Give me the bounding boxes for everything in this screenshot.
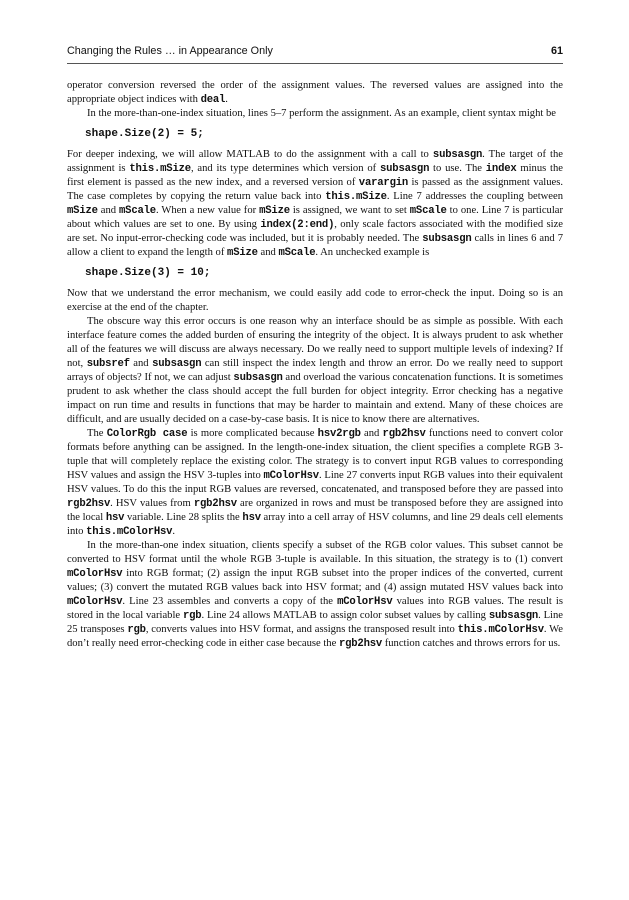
text-run: . (172, 526, 175, 537)
inline-code: index (485, 163, 517, 175)
text-run: array into a cell array of HSV columns, and line 29 deals cell elements into (67, 512, 564, 537)
inline-code: mColorHsv (67, 568, 123, 580)
inline-code: this.mColorHsv (457, 624, 544, 636)
inline-code: deal (200, 94, 226, 106)
inline-code: mColorHsv (337, 596, 393, 608)
text-run: to one. Line 7 is particular about which values are set to one. By using (67, 205, 564, 230)
inline-code: subsasgn (432, 149, 483, 161)
inline-code: rgb2hsv (338, 638, 383, 650)
text-run: , and its type determines which version of (190, 163, 380, 174)
text-run: and (257, 247, 279, 258)
inline-code: this.mSize (325, 191, 387, 203)
chapter-title: Changing the Rules … in Appearance Only (67, 45, 273, 57)
inline-code: mScale (409, 205, 447, 217)
inline-code: rgb (182, 610, 202, 622)
text-run: into RGB format; (2) assign the input RGB subset into the proper indices of the converted, current values; (3) convert the mutated RGB values back into HSV format; and (4) assign mutated HSV values back into (67, 568, 563, 593)
inline-code: mSize (259, 205, 290, 217)
inline-code: mColorHsv (67, 596, 123, 608)
inline-code: varargin (358, 177, 409, 189)
page-number: 61 (550, 45, 563, 57)
text-run: . The target of the assignment is (67, 149, 564, 174)
text-run: is more complicated because (187, 428, 318, 439)
text-run: . Line 24 allows MATLAB to assign color subset values by calling (201, 610, 489, 621)
running-header (67, 45, 563, 59)
inline-code: index(2:end) (260, 219, 335, 231)
text-run: In the more-than-one-index situation, lines 5–7 perform the assignment. As an example, client syntax might be (87, 108, 556, 119)
text-run: , only scale factors associated with the modified size are set. No input-error-checking code was included, but it is probably needed. The (67, 219, 564, 244)
text-run: In the more-than-one index situation, clients specify a subset of the RGB color values. This subset cannot be converted to HSV format until the whole RGB 3-tuple is available. In this situation, the strategy is to (1) convert (67, 540, 563, 565)
text-run: . (225, 94, 228, 105)
paragraph (67, 315, 563, 427)
text-run: , converts values into HSV format, and assigns the transposed result into (145, 624, 458, 635)
inline-code: subsasgn (422, 233, 472, 245)
text-run: operator conversion reversed the order of the assignment values. The reversed values are assigned into the appropriate object indices with (67, 80, 563, 105)
text-run: . Line 27 converts input RGB values into their equivalent HSV values. To do this the input RGB values are reversed, concatenated, and transposed before they are passed into (67, 470, 563, 495)
paragraph (67, 539, 563, 651)
header-rule (67, 63, 563, 64)
text-run: and (97, 205, 120, 216)
text-run: Now that we understand the error mechanism, we could easily add code to error-check the input. Doing so is an exercise at the end of the chapter. (67, 288, 563, 313)
text-run: can still inspect the index length and throw an error. Do we really need to support arrays of objects? If not, we can adjust (67, 358, 563, 383)
paragraph (67, 427, 563, 539)
code-example: shape.Size(3) = 10; (85, 267, 211, 279)
text-run: . An unchecked example is (315, 247, 430, 258)
text-run: calls in lines 6 and 7 allow a client to expand the length of (67, 233, 563, 258)
inline-code: mSize (67, 205, 98, 217)
text-run: minus the first element is passed as the new index, and a reversed version of (67, 163, 564, 188)
text-run: and overload the various concatenation functions. It is sometimes prudent to ask whether the class should accept the full burden for object integrity. Error checking has a negative impact on run time and results in functions that may be harder to maintain and extend. Many of these choices are difficult, and are usually decided on a case-by-case basis. It is nice to know there are alternatives. (67, 372, 563, 425)
text-run: . Line 25 transposes (67, 610, 563, 635)
inline-code: subsasgn (379, 163, 430, 175)
inline-code: rgb2hsv (193, 498, 237, 510)
inline-code: ColorRgb case (106, 428, 188, 440)
inline-code: mSize (227, 247, 258, 259)
text-run: is passed as the assignment values. The case completes by copying the return value back into (67, 177, 563, 202)
text-run: . We don’t really need error-checking code in either case because the (67, 624, 563, 649)
inline-code: mColorHsv (263, 470, 319, 482)
body-text (67, 79, 563, 651)
paragraph (67, 287, 563, 315)
inline-code: hsv (105, 512, 125, 524)
text-run: For deeper indexing, we will allow MATLAB to do the assignment with a call to (67, 149, 433, 160)
inline-code: this.mColorHsv (86, 526, 173, 538)
text-run: The (87, 428, 107, 439)
inline-code: subsasgn (233, 372, 283, 384)
inline-code: mScale (119, 205, 156, 217)
text-run: . Line 7 addresses the coupling between (386, 191, 563, 202)
text-run: values into RGB values. The result is stored in the local variable (67, 596, 563, 621)
inline-code: hsv (242, 512, 261, 524)
text-run: and (129, 358, 153, 369)
paragraph (67, 79, 563, 107)
inline-code: subsasgn (152, 358, 202, 370)
text-run: functions need to convert color formats before anything can be assigned. In the length-one-index situation, the client specifies a complete RGB 3-tuple that will completely replace the existing color. The strategy is to convert input RGB values to corresponding HSV values and assign the HSV 3-tuples into (67, 428, 564, 481)
text-run: variable. Line 28 splits the (124, 512, 243, 523)
paragraph (67, 148, 563, 260)
inline-code: rgb2hsv (67, 498, 111, 510)
inline-code: hsv2rgb (317, 428, 361, 440)
inline-code: rgb2hsv (382, 428, 426, 440)
text-run: . When a new value for (155, 205, 260, 216)
inline-code: subsasgn (488, 610, 539, 622)
code-example: shape.Size(2) = 5; (85, 128, 204, 140)
inline-code: rgb (127, 624, 146, 636)
text-run: is assigned, we want to set (289, 205, 410, 216)
text-run: and (360, 428, 383, 439)
inline-code: subsref (86, 358, 130, 370)
text-run: . HSV values from (110, 498, 194, 509)
text-run: function catches and throws errors for us. (382, 638, 561, 649)
text-run: are organized in rows and must be transposed before they are assigned into the local (67, 498, 563, 523)
text-run: to use. The (429, 163, 486, 174)
inline-code: mScale (278, 247, 316, 259)
paragraph (67, 107, 563, 121)
inline-code: this.mSize (129, 163, 191, 175)
text-run: . Line 23 assembles and converts a copy of the (122, 596, 338, 607)
text-run: The obscure way this error occurs is one reason why an interface should be as simple as possible. With each interface feature comes the added burden of ensuring the integrity of the object. It is always prudent to ask whether all of the features we will discuss are always necessary. Do we really need to support multiple levels of indexing? If not, (67, 316, 563, 369)
